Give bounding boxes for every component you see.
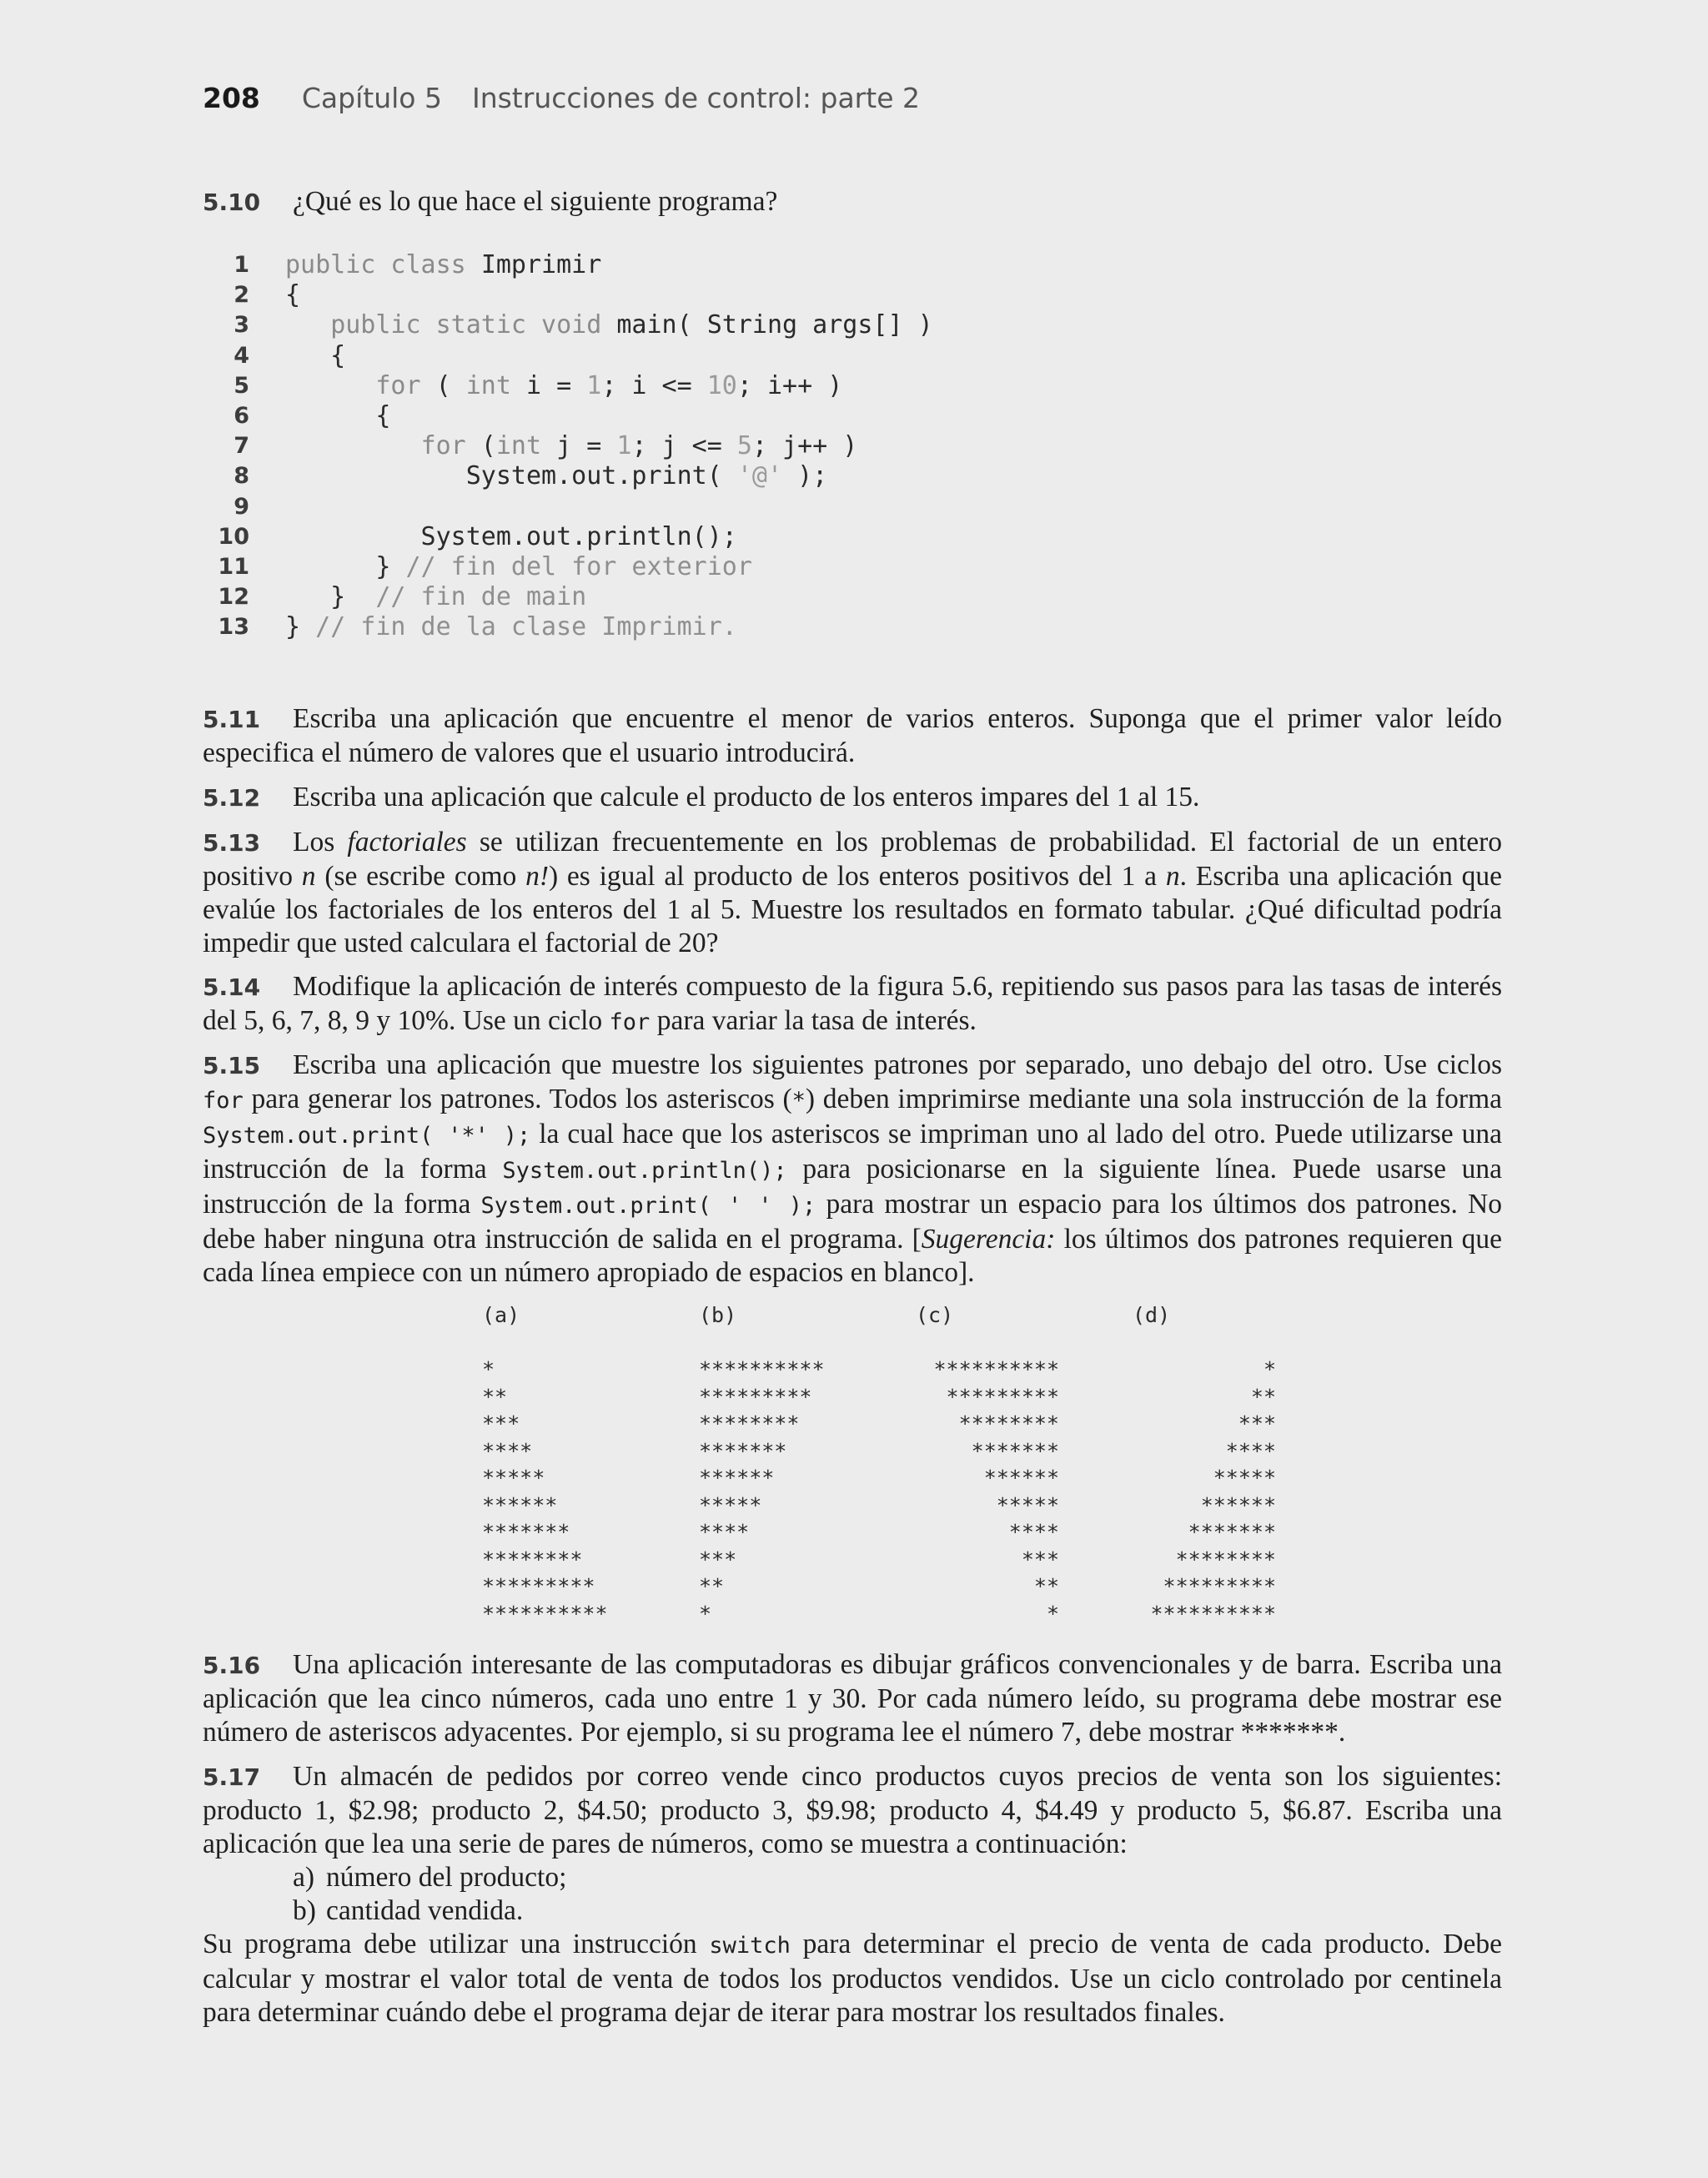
- pattern-d-row: ******: [1200, 1492, 1276, 1517]
- code-listing: [203, 250, 933, 642]
- pattern-d-row: ****: [1225, 1438, 1276, 1463]
- inline-code: switch: [709, 1933, 791, 1959]
- pattern-c-row: ***: [1021, 1547, 1059, 1572]
- code-token: j =: [541, 431, 617, 461]
- code-literal: 1: [616, 431, 632, 461]
- pattern-row: [482, 1601, 1349, 1628]
- code-literal: 10: [706, 370, 737, 400]
- code-comment: // fin de main: [375, 582, 587, 612]
- text-run: para variar la tasa de interés.: [650, 1005, 977, 1036]
- code-token: );: [782, 461, 828, 491]
- code-token: (: [420, 370, 466, 400]
- text-run: Modifique la aplicación de interés compuesto de la figura 5.6, repitiendo sus pasos para las tasas de interés del 5, 6, 7, 8, 9 y 10%. Use un ciclo: [203, 971, 1502, 1036]
- pattern-d-row: **: [1250, 1384, 1276, 1409]
- text-run: Escriba una aplicación que muestre los siguientes patrones por separado, uno debajo del otro. Use ciclos: [293, 1049, 1502, 1080]
- list-item: [293, 1894, 1502, 1928]
- code-line: [203, 371, 933, 401]
- line-number: 6: [234, 402, 249, 429]
- pattern-c-row: *********: [946, 1384, 1059, 1409]
- code-keyword: for: [420, 431, 466, 461]
- chapter-label: Capítulo 5: [301, 82, 442, 114]
- exercise-number: 5.10: [203, 189, 261, 216]
- code-line: [203, 582, 933, 612]
- text-run: para generar los patrones. Todos los asteriscos (: [243, 1084, 792, 1114]
- list-item: [293, 1861, 1502, 1894]
- code-line: [203, 310, 933, 340]
- pattern-a-row: ********: [482, 1547, 583, 1572]
- code-token: [285, 310, 330, 340]
- pattern-a-row: *****: [482, 1466, 545, 1490]
- code-keyword: public static void: [330, 310, 617, 340]
- line-number: 7: [234, 433, 249, 460]
- pattern-b-row: ******: [699, 1466, 775, 1490]
- product-pair-list: [203, 1861, 1502, 1928]
- code-comment: // fin del for exterior: [405, 551, 752, 581]
- inline-code: System.out.print( ' ' );: [480, 1193, 816, 1219]
- pattern-d-row: **********: [1150, 1601, 1276, 1626]
- exercise-5-12: [203, 781, 1502, 815]
- italic-var: n: [301, 861, 316, 892]
- pattern-c-row: ******: [983, 1466, 1059, 1490]
- pattern-a-row: ***: [482, 1411, 520, 1436]
- line-number: 13: [218, 614, 249, 641]
- exercise-number: 5.12: [203, 784, 261, 812]
- code-text: [285, 310, 933, 340]
- pattern-a-row: ****: [482, 1438, 533, 1463]
- pattern-row: [482, 1411, 1349, 1438]
- exercise-text: Escriba una aplicación que encuentre el menor de varios enteros. Suponga que el primer valor leído especifica el número de valores que el usuario introducirá.: [203, 703, 1502, 768]
- pattern-row: [482, 1519, 1349, 1547]
- pattern-row: [482, 1547, 1349, 1574]
- exercise-5-16: [203, 1648, 1502, 1749]
- pattern-b-row: ***: [699, 1547, 737, 1572]
- pattern-a-row: **: [482, 1384, 508, 1409]
- line-number: 12: [218, 584, 249, 611]
- code-text: [285, 612, 737, 642]
- pattern-b-row: *****: [699, 1492, 762, 1517]
- line-number: 1: [234, 252, 249, 278]
- running-head: [203, 82, 920, 114]
- code-token: Imprimir: [480, 250, 602, 279]
- pattern-b-row: ********: [699, 1411, 800, 1436]
- pattern-row: [482, 1384, 1349, 1411]
- pattern-c-row: **********: [933, 1357, 1059, 1381]
- italic-var: n!: [525, 861, 549, 892]
- code-token: System.out.print(: [285, 461, 737, 491]
- pattern-a-row: ******: [482, 1492, 558, 1517]
- exercise-number: 5.17: [203, 1763, 261, 1791]
- code-token: {: [285, 280, 301, 310]
- code-line: [203, 431, 933, 461]
- pattern-c-row: **: [1033, 1574, 1059, 1598]
- exercise-number: 5.14: [203, 973, 261, 1001]
- pattern-b-row: *********: [699, 1384, 812, 1409]
- code-text: [285, 280, 300, 310]
- code-literal: 1: [586, 370, 602, 400]
- code-line: [203, 250, 933, 280]
- exercise-text: Una aplicación interesante de las computadoras es dibujar gráficos convencionales y de barra. Escriba una aplicación que lea cinco números, cada uno entre 1 y 30. Por cada número leído, su programa debe mostrar ese número de asteriscos adyacentes. Por ejemplo, si su programa lee el número 7, debe mostrar *******.: [203, 1649, 1502, 1748]
- code-keyword: int: [465, 370, 511, 400]
- pattern-rows: [482, 1356, 1349, 1627]
- exercise-paragraph-2: [203, 1928, 1502, 2030]
- line-number: 3: [234, 312, 249, 339]
- text-run: ) es igual al producto de los enteros positivos del 1 a: [548, 861, 1166, 892]
- code-token: [285, 371, 375, 400]
- pattern-b-row: **********: [699, 1357, 825, 1381]
- inline-code: System.out.println();: [502, 1158, 787, 1184]
- exercise-5-13: [203, 826, 1502, 960]
- list-text: número del producto;: [326, 1862, 567, 1893]
- italic-term: factoriales: [347, 827, 467, 858]
- text-run: Los: [293, 827, 348, 858]
- text-run: los últimos dos patrones requieren que cada línea empiece con un número apropiado de espacios en blanco].: [203, 1224, 1502, 1288]
- pattern-c-row: *******: [971, 1438, 1059, 1463]
- code-token: ; i <=: [601, 370, 707, 400]
- italic-hint: Sugerencia:: [921, 1224, 1056, 1255]
- code-text: [285, 582, 586, 612]
- text-run: para determinar el precio de venta de cada producto. Debe calcular y mostrar el valor total de venta de todos los productos vendidos. Use un ciclo controlado por centinela para determinar cuándo debe el programa dejar de iterar para mostrar los resultados finales.: [203, 1929, 1503, 2028]
- pattern-c-row: ********: [958, 1411, 1059, 1436]
- pattern-row: [482, 1438, 1349, 1466]
- line-number: 4: [234, 342, 249, 369]
- pattern-row: [482, 1465, 1349, 1492]
- pattern-b-row: **: [699, 1574, 725, 1598]
- text-run: ) deben imprimirse mediante una sola instrucción de la forma: [805, 1084, 1502, 1114]
- code-line: [203, 492, 933, 522]
- code-token: (: [465, 431, 496, 461]
- code-line: [203, 612, 933, 642]
- code-token: }: [285, 551, 406, 581]
- pattern-row: [482, 1356, 1349, 1384]
- text-run: se utilizan frecuentemente en los problemas de probabilidad. El factorial de un entero positivo: [203, 827, 1502, 892]
- code-token: main( String args[] ): [616, 310, 933, 340]
- pattern-d-row: *******: [1188, 1520, 1276, 1544]
- pattern-a-row: **********: [482, 1601, 608, 1626]
- pattern-a-row: *******: [482, 1520, 570, 1544]
- pattern-a-row: *********: [482, 1574, 595, 1598]
- text-run: para mostrar un espacio para los últimos dos patrones. No debe haber ninguna otra instrucción de salida en el programa. [: [203, 1189, 1502, 1255]
- code-line: [203, 401, 933, 431]
- code-token: ; i++ ): [736, 370, 843, 400]
- exercise-number: 5.16: [203, 1652, 261, 1679]
- exercise-5-10: [203, 185, 1502, 219]
- code-token: [285, 431, 421, 460]
- pattern-d-row: *: [1263, 1357, 1276, 1381]
- pattern-row: [482, 1573, 1349, 1601]
- line-number: 10: [218, 523, 249, 550]
- text-run: . Escriba una aplicación que evalúe los factoriales de los enteros del 1 al 5. Muestre los resultados en formato tabular. ¿Qué dificultad podría impedir que usted calculara el factorial de 20?: [203, 861, 1502, 958]
- exercise-5-11: [203, 702, 1502, 770]
- asterisk-patterns: [482, 1303, 1349, 1627]
- pattern-d-row: ********: [1175, 1547, 1276, 1572]
- code-literal: 5: [736, 431, 752, 461]
- code-line: [203, 461, 933, 491]
- code-line: [203, 280, 933, 310]
- pattern-d-row: ***: [1238, 1411, 1276, 1436]
- code-keyword: for: [375, 370, 421, 400]
- code-token: }: [285, 582, 376, 612]
- code-text: [285, 461, 827, 491]
- code-literal: '@': [736, 461, 783, 491]
- code-token: ; j++ ): [751, 431, 858, 461]
- exercise-number: 5.11: [203, 706, 261, 733]
- code-token: }: [285, 612, 316, 642]
- code-keyword: public class: [285, 250, 481, 279]
- line-number: 11: [218, 553, 249, 580]
- exercise-5-15: [203, 1049, 1502, 1290]
- italic-var: n: [1165, 861, 1180, 892]
- chapter-title: Instrucciones de control: parte 2: [471, 82, 920, 114]
- pattern-label-a: (a): [482, 1303, 520, 1327]
- pattern-b-row: ****: [699, 1520, 750, 1544]
- pattern-d-row: *********: [1163, 1574, 1276, 1598]
- inline-code: *: [791, 1088, 806, 1114]
- exercise-number: 5.15: [203, 1052, 261, 1079]
- text-run: la cual hace que los asteriscos se impriman uno al lado del otro. Puede utilizarse una instrucción de la forma: [203, 1119, 1502, 1185]
- pattern-label-b: (b): [699, 1303, 737, 1327]
- code-text: [285, 552, 752, 582]
- pattern-c-row: ****: [1008, 1520, 1059, 1544]
- code-token: ; j <=: [631, 431, 737, 461]
- pattern-b-row: *: [699, 1601, 712, 1626]
- code-text: [285, 431, 857, 461]
- list-label: a): [293, 1862, 315, 1893]
- code-text: [285, 341, 345, 371]
- exercise-number: 5.13: [203, 829, 261, 857]
- code-token: i =: [510, 370, 587, 400]
- code-text: [285, 522, 737, 552]
- code-text: [285, 401, 390, 431]
- line-number: 2: [234, 282, 249, 309]
- exercise-5-17: [203, 1760, 1502, 2030]
- code-token: {: [285, 340, 346, 370]
- pattern-a-row: *: [482, 1357, 495, 1381]
- list-text: cantidad vendida.: [326, 1895, 524, 1926]
- pattern-d-row: *****: [1213, 1466, 1276, 1490]
- line-number: 8: [234, 463, 249, 490]
- exercise-text: Un almacén de pedidos por correo vende cinco productos cuyos precios de venta son los siguientes: producto 1, $2.98; producto 2, $4.50; producto 3, $9.98; producto 4, $4.49 y producto 5, $6.87. Escriba una aplicación que lea una serie de pares de números, como se muestra a continuación:: [203, 1761, 1502, 1859]
- pattern-row: [482, 1492, 1349, 1520]
- text-run: Su programa debe utilizar una instrucción: [203, 1929, 710, 1959]
- pattern-b-row: *******: [699, 1438, 787, 1463]
- exercise-text: Escriba una aplicación que calcule el producto de los enteros impares del 1 al 15.: [293, 782, 1200, 812]
- inline-code: System.out.print( '*' );: [203, 1123, 531, 1149]
- exercise-5-14: [203, 970, 1502, 1039]
- pattern-c-row: *****: [996, 1492, 1059, 1517]
- code-text: [285, 371, 842, 401]
- code-token: {: [285, 400, 391, 430]
- list-label: b): [293, 1895, 316, 1926]
- inline-code: for: [203, 1088, 244, 1114]
- pattern-label-c: (c): [916, 1303, 954, 1327]
- line-number: 5: [234, 372, 249, 399]
- code-line: [203, 522, 933, 552]
- exercise-text: ¿Qué es lo que hace el siguiente programa?: [293, 186, 778, 217]
- line-number: 9: [234, 493, 249, 520]
- text-run: para posicionarse en la siguiente línea. Puede usarse una instrucción de la forma: [203, 1154, 1502, 1220]
- code-token: System.out.println();: [285, 521, 737, 551]
- pattern-labels: [482, 1303, 1349, 1331]
- code-text: [285, 250, 601, 280]
- text-run: (se escribe como: [315, 861, 526, 892]
- code-keyword: int: [495, 431, 542, 461]
- pattern-label-d: (d): [1133, 1303, 1171, 1327]
- page-number: 208: [203, 82, 260, 114]
- pattern-c-row: *: [1046, 1601, 1059, 1626]
- inline-code: for: [609, 1009, 651, 1035]
- code-line: [203, 341, 933, 371]
- code-line: [203, 552, 933, 582]
- code-comment: // fin de la clase Imprimir.: [315, 612, 737, 642]
